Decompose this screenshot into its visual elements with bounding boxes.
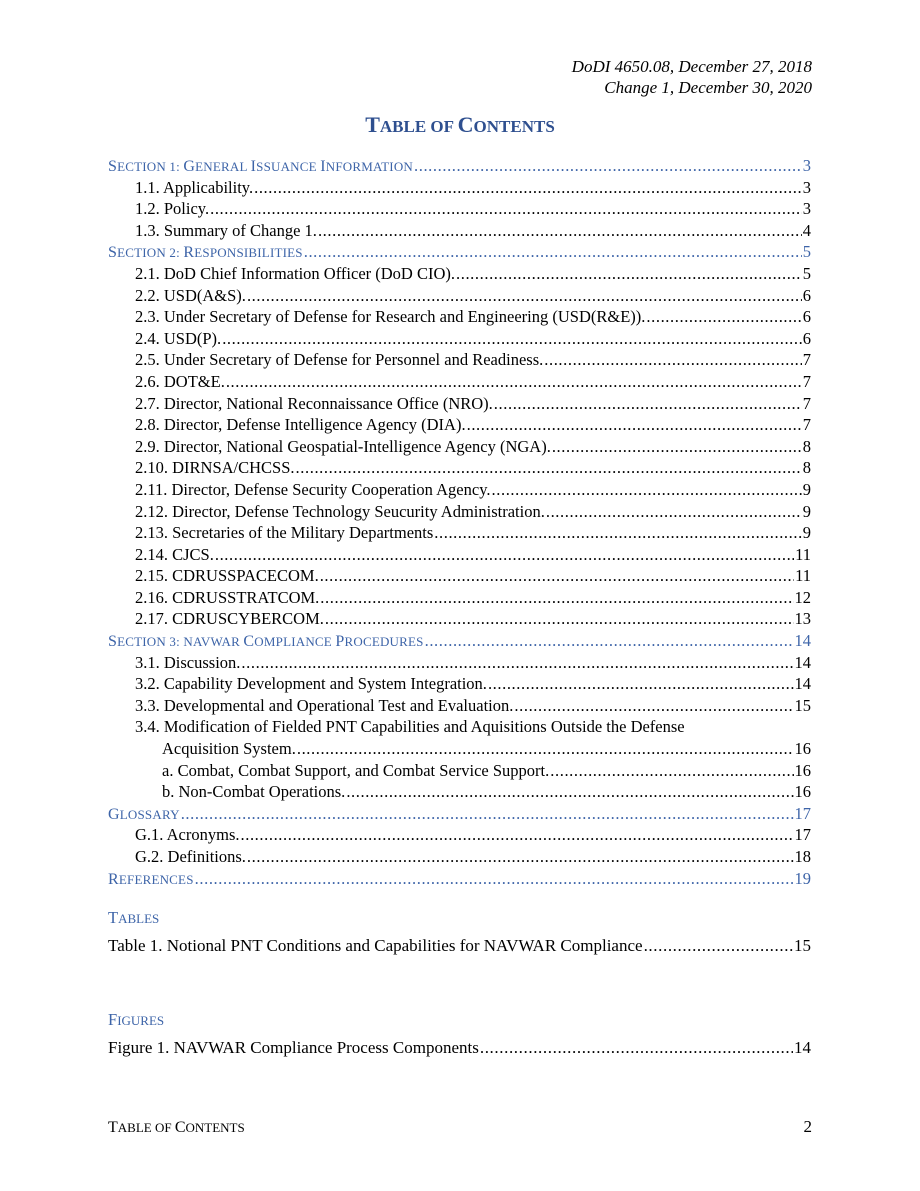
toc-entry[interactable]	[108, 523, 811, 545]
toc-entry-title: 2.8. Director, Defense Intelligence Agency (DIA).	[135, 415, 466, 435]
toc-entry[interactable]	[108, 847, 811, 869]
toc-entry[interactable]	[108, 696, 811, 718]
leader-dots	[241, 653, 793, 673]
toc-page-number: 8	[802, 458, 811, 478]
toc-entry[interactable]	[108, 545, 811, 567]
toc-entry-title: G.1. Acronyms.	[135, 825, 240, 845]
toc-entry-title: 2.11. Director, Defense Security Cooperation Agency.	[135, 479, 491, 499]
toc-entry[interactable]	[108, 502, 811, 524]
toc-entry-title: b. Non-Combat Operations.	[162, 782, 346, 802]
toc-entry[interactable]	[108, 437, 811, 459]
toc-page-number: 5	[802, 263, 811, 283]
toc-entry-title: 2.10. DIRNSA/CHCSS.	[135, 458, 295, 478]
toc-entry[interactable]	[108, 394, 811, 416]
toc-entry[interactable]	[108, 178, 811, 200]
toc-entry[interactable]	[108, 286, 811, 308]
toc-page-number: 7	[802, 415, 811, 435]
toc-entry-title: 3.2. Capability Development and System Integration.	[135, 674, 487, 694]
toc-entry-title: REFERENCES	[108, 870, 194, 888]
toc-entry[interactable]	[108, 717, 811, 739]
toc-entry-title: 2.16. CDRUSSTRATCOM.	[135, 587, 320, 607]
toc-entry[interactable]	[108, 761, 811, 783]
toc-entry-title: 3.3. Developmental and Operational Test and Evaluation.	[135, 695, 514, 715]
table-of-contents	[108, 156, 811, 890]
leader-dots	[247, 286, 802, 306]
leader-dots	[646, 307, 801, 327]
toc-page-number: 3	[802, 199, 811, 219]
toc-page-number: 7	[802, 371, 811, 391]
toc-page-number: 7	[802, 393, 811, 413]
toc-entry[interactable]	[108, 307, 811, 329]
toc-page-number: 17	[794, 803, 811, 823]
toc-entry-title: 1.1. Applicability.	[135, 177, 254, 197]
toc-entry[interactable]	[108, 825, 811, 847]
figures-list	[108, 1038, 811, 1060]
leader-dots	[254, 178, 802, 198]
leader-dots	[434, 523, 801, 543]
toc-entry-title: 2.12. Director, Defense Technology Seucurity Administration.	[135, 501, 545, 521]
page-title: TABLE OF CONTENTS	[365, 112, 555, 137]
figures-heading: FIGURES	[108, 1010, 165, 1029]
toc-entry-title: 2.14. CJCS.	[135, 544, 214, 564]
toc-page-number: 6	[802, 328, 811, 348]
toc-section-entry[interactable]	[108, 869, 811, 891]
toc-page-number: 12	[794, 587, 811, 607]
toc-entry-table-1[interactable]: Table 1. Notional PNT Conditions and Capabilities for NAVWAR Compliance ..... 15	[108, 936, 811, 958]
toc-entry[interactable]	[108, 653, 811, 675]
page-number: 2	[803, 1117, 812, 1136]
tables-list	[108, 936, 811, 958]
header-change: Change 1, December 30, 2020	[604, 78, 812, 97]
leader-dots	[325, 609, 794, 629]
toc-entry-title: 2.5. Under Secretary of Defense for Personnel and Readiness.	[135, 350, 544, 370]
toc-section-entry[interactable]	[108, 242, 811, 264]
toc-entry[interactable]	[108, 739, 811, 761]
toc-entry[interactable]	[108, 350, 811, 372]
toc-page-number: 5	[802, 242, 811, 262]
footer-section-label: TABLE OF CONTENTS	[108, 1119, 245, 1136]
toc-section-entry[interactable]	[108, 804, 811, 826]
document-header	[572, 56, 812, 98]
toc-page-number: 7	[802, 350, 811, 370]
tables-heading: TABLES	[108, 908, 160, 927]
toc-entry-title: 2.13. Secretaries of the Military Departments	[135, 523, 434, 543]
leader-dots	[488, 674, 794, 694]
toc-page-number: 8	[802, 436, 811, 456]
leader-dots	[195, 869, 794, 889]
toc-page-number: 16	[794, 739, 811, 759]
leader-dots	[320, 566, 794, 586]
toc-page-number: 4	[802, 220, 811, 240]
leader-dots	[181, 804, 794, 824]
toc-entry[interactable]	[108, 782, 811, 804]
toc-entry-title: a. Combat, Combat Support, and Combat Service Support.	[162, 760, 550, 780]
leader-dots	[222, 329, 802, 349]
toc-entry[interactable]	[108, 609, 811, 631]
toc-page-number: 14	[794, 631, 811, 651]
toc-entry[interactable]	[108, 588, 811, 610]
leader-dots	[241, 825, 794, 845]
toc-section-entry[interactable]	[108, 156, 811, 178]
toc-entry-title: 1.3. Summary of Change 1.	[135, 220, 317, 240]
toc-entry-title: 2.9. Director, National Geospatial-Intelligence Agency (NGA).	[135, 436, 551, 456]
leader-dots	[210, 199, 802, 219]
toc-page-number: 18	[794, 847, 811, 866]
toc-entry[interactable]	[108, 674, 811, 696]
leader-dots	[467, 415, 802, 435]
toc-page-number: 11	[795, 566, 811, 586]
toc-page-number: 3	[802, 177, 811, 197]
leader-dots	[346, 782, 793, 802]
toc-entry[interactable]	[108, 566, 811, 588]
toc-page-number: 6	[802, 307, 811, 327]
toc-entry-title: 2.15. CDRUSSPACECOM.	[135, 566, 319, 586]
toc-entry-title: 2.7. Director, National Reconnaissance Office (NRO).	[135, 393, 493, 413]
leader-dots	[544, 350, 802, 370]
leader-dots	[425, 631, 794, 651]
toc-entry[interactable]	[108, 480, 811, 502]
toc-entry[interactable]	[108, 199, 811, 221]
leader-dots	[514, 696, 793, 716]
header-issuance: DoDI 4650.08, December 27, 2018	[571, 57, 812, 76]
leader-dots	[226, 372, 802, 392]
leader-dots	[297, 739, 794, 759]
toc-page-number: 15	[794, 695, 811, 715]
toc-entry-title: SECTION 2: RESPONSIBILITIES	[108, 244, 303, 262]
toc-page-number: 9	[802, 501, 811, 521]
leader-dots	[215, 545, 794, 565]
toc-entry-title: 2.2. USD(A&S).	[135, 285, 246, 305]
leader-dots	[318, 221, 802, 241]
toc-entry-title: 2.1. DoD Chief Information Officer (DoD CIO).	[135, 263, 455, 283]
toc-page-number: 17	[794, 825, 811, 845]
toc-page-number: 9	[802, 523, 811, 543]
toc-entry-title: 2.3. Under Secretary of Defense for Research and Engineering (USD(R&E)).	[135, 307, 646, 327]
toc-page-number: 13	[794, 609, 811, 629]
toc-page-number: 3	[802, 156, 811, 175]
leader-dots	[550, 761, 793, 781]
toc-entry[interactable]	[108, 264, 811, 286]
toc-page-number: 14	[794, 674, 811, 694]
leader-dots	[296, 458, 802, 478]
leader-dots	[304, 242, 802, 262]
toc-entry-title: 3.1. Discussion.	[135, 652, 241, 672]
toc-entry-title: GLOSSARY	[108, 805, 180, 823]
leader-dots	[552, 437, 802, 457]
leader-dots	[414, 156, 802, 176]
toc-entry-title: 2.4. USD(P).	[135, 328, 222, 348]
toc-entry[interactable]	[108, 372, 811, 394]
leader-dots	[494, 394, 802, 414]
leader-dots	[456, 264, 802, 284]
leader-dots	[247, 847, 794, 867]
toc-entry-title: 2.6. DOT&E.	[135, 371, 225, 391]
toc-section-entry[interactable]	[108, 631, 811, 653]
toc-page-number: 6	[802, 285, 811, 305]
toc-entry[interactable]	[108, 221, 811, 243]
toc-page-number: 14	[794, 652, 811, 672]
toc-page-number: 9	[802, 479, 811, 499]
leader-dots	[320, 588, 793, 608]
leader-dots	[546, 502, 802, 522]
toc-entry-title: SECTION 1: GENERAL ISSUANCE INFORMATION	[108, 158, 413, 175]
toc-entry-figure-1[interactable]: Figure 1. NAVWAR Compliance Process Components ..... 14	[108, 1038, 811, 1060]
toc-entry[interactable]	[108, 415, 811, 437]
toc-entry-title: SECTION 3: NAVWAR COMPLIANCE PROCEDURES	[108, 633, 424, 651]
toc-entry-title: G.2. Definitions.	[135, 847, 246, 866]
toc-page-number: 19	[794, 868, 811, 888]
leader-dots	[492, 480, 802, 500]
toc-entry-title: 1.2. Policy.	[135, 199, 210, 219]
toc-entry-title: Acquisition System.	[162, 739, 296, 759]
toc-entry[interactable]	[108, 458, 811, 480]
toc-page-number: 16	[794, 760, 811, 780]
toc-entry[interactable]	[108, 329, 811, 351]
toc-page-number: 16	[794, 782, 811, 802]
toc-entry-title: 3.4. Modification of Fielded PNT Capabilities and Aquisitions Outside the Defense	[135, 717, 685, 737]
toc-entry-title: 2.17. CDRUSCYBERCOM.	[135, 609, 324, 629]
toc-page-number: 11	[795, 544, 811, 564]
